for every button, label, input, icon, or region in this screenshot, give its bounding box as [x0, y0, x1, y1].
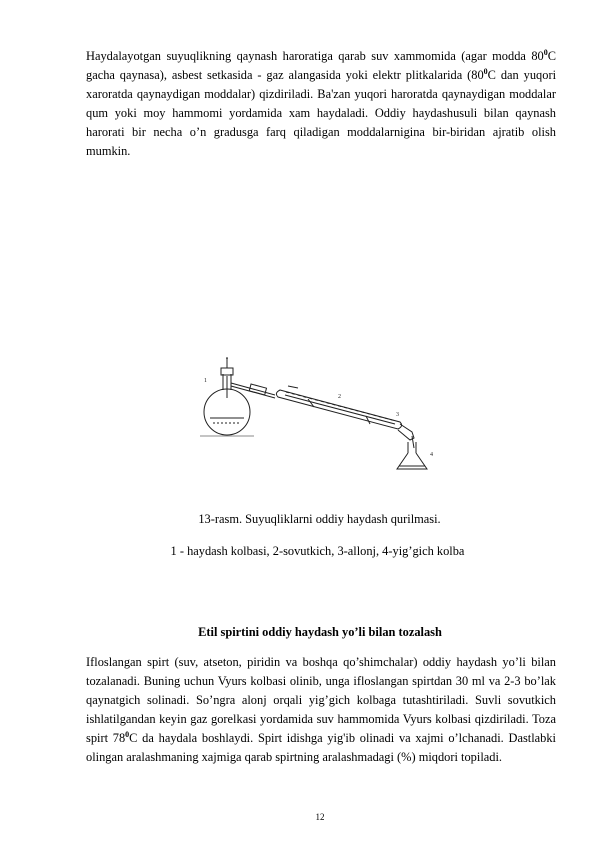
figure-label-2: 2: [338, 394, 341, 400]
figure-label-3: 3: [396, 412, 399, 418]
intro-text-3: C dan yuqori xaroratda qaynaydigan moddalar) qizdiriladi. Ba'zan yuqori haroratda qaynaydigan moddalar qum yoki moy hammomi yordamida xam haydaladi. Oddiy haydashusuli bilan qaynash harorati bir necha o’n gradusga farq qiladigan moddalarnigina bir-biridan ajratib olish mumkin.: [86, 68, 557, 158]
figure-label-4: 4: [430, 452, 433, 458]
intro-text-1: Haydalayotgan suyuqlikning qaynash haroratiga qarab suv xammomida (agar modda 80: [86, 49, 544, 63]
condenser: [276, 386, 401, 429]
section-heading: Etil spirtini oddiy haydash yo’li bilan tozalash: [198, 625, 442, 639]
degree-superscript-1: 0: [543, 47, 548, 57]
receiving-flask: [397, 442, 427, 469]
distillation-apparatus-figure: [190, 356, 440, 474]
purification-text-2: C da haydala boshlaydi. Spirt idishga yig'ib olinadi va xajmi o’lchanadi. Dastlabki olingan aralashmaning xajmiga qarab spirtning aralashmadagi (%) miqdori topiladi.: [86, 731, 556, 764]
intro-paragraph: [86, 47, 556, 161]
purification-paragraph: [86, 653, 556, 767]
figure-caption: 13-rasm. Suyuqliklarni oddiy haydash qurilmasi.: [198, 512, 441, 526]
figure-label-1: 1: [204, 378, 207, 384]
intro-text-2: C gacha qaynasa), asbest setkasida - gaz alangasida yoki elektr plitkalarida (80: [86, 49, 556, 82]
degree-superscript-2: 0: [483, 66, 488, 76]
distillation-flask: [204, 358, 250, 435]
purification-text-1: Ifloslangan spirt (suv, atseton, piridin va boshqa qo’shimchalar) oddiy haydash yo’li bilan tozalanadi. Buning uchun Vyurs kolbasi olinib, unga ifloslangan spirtdan 30 ml va 2-3 bo’lak qaynatgich solinadi. So’ngra alonj orqali yig’gich kolbaga tutashtiriladi. Suvli sovutkich ishlatilgandan keyin gaz gorelkasi yordamida suv hammomida Vyurs kolbasi qizdiriladi. Toza spirt 78: [86, 655, 556, 745]
page-number: 12: [315, 812, 325, 822]
figure-legend: 1 - haydash kolbasi, 2-sovutkich, 3-allonj, 4-yig’gich kolba: [170, 544, 465, 558]
degree-superscript-3: 0: [125, 729, 130, 739]
